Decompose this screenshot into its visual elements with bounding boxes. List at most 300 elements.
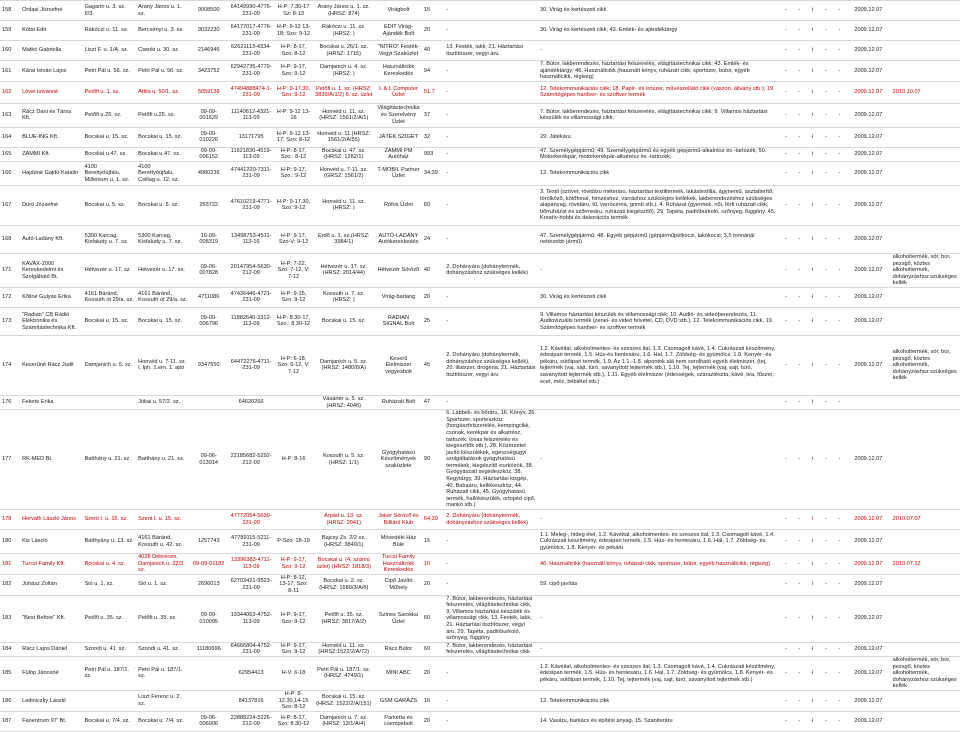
floor-area-cell: 60: [422, 595, 444, 642]
opening-hours-cell: H-P: 8-12.30,14-15 Szo: 8-12: [275, 690, 313, 711]
floor-area-cell: 20: [422, 21, 444, 41]
shop-address-cell: Honvéd u. 11. sz. (HRSZ:1522/2/A/72): [313, 642, 376, 656]
flag-5-cell: -: [833, 510, 846, 530]
shop-address-cell: Petőfi u. 1. sz. (HRSZ: 3839/A/1/2) 6. sz. üzlet: [313, 81, 376, 103]
tax-number-cell: 47772054-5630-231-09: [228, 510, 275, 530]
registration-date-cell: 2009.12.07: [846, 253, 891, 287]
tax-number-cell: 47610219-4771-231-09: [228, 185, 275, 225]
table-row: [0, 287, 960, 307]
shop-address-cell: Damjanich u. 7. sz. (HRSZ: 13/1/A/4): [313, 711, 376, 731]
table-row: [0, 554, 960, 575]
product-category-cell: -: [538, 410, 779, 510]
floor-area-cell: 51.7: [422, 81, 444, 103]
floor-area-cell: 24: [422, 225, 444, 253]
owner-name-cell: Juhász Zoltán: [20, 574, 83, 595]
registered-address-cell: Szondi u. 41. sz.: [136, 642, 190, 656]
flag-3-cell: i: [806, 161, 819, 185]
row-number-cell: 163: [0, 103, 20, 127]
table-row: [0, 711, 960, 731]
product-category-secondary-cell: -: [444, 395, 538, 409]
flag-3-cell: i: [806, 656, 819, 690]
floor-area-cell: 45: [422, 335, 444, 395]
flag-3-cell: i: [806, 595, 819, 642]
flag-2-cell: -: [792, 253, 805, 287]
extra-note-cell: [891, 161, 960, 185]
floor-area-cell: 90: [422, 410, 444, 510]
flag-5-cell: -: [833, 127, 846, 147]
flag-4-cell: -: [819, 61, 832, 82]
product-category-secondary-cell: -: [444, 307, 538, 335]
product-category-cell: 30. Virág és kertészeti cikk; 43. Emlék- és ajándéktárgy: [538, 21, 779, 41]
tax-number-cell: 62621113-4334-231-09: [228, 41, 275, 61]
registered-address-cell: Batthány u. 21. sz.: [136, 410, 190, 510]
product-category-secondary-cell: -: [444, 81, 538, 103]
shop-address-cell: Petőfi u. 35. sz. (HRSZ: 3817/A/2): [313, 595, 376, 642]
registration-number-cell: 9032230: [190, 21, 228, 41]
owner-address-cell: Petőfi u.25. sz.: [83, 103, 137, 127]
shop-address-cell: Honvéd u. 11. sz.(HRSZ: 1561/2/A/1): [313, 103, 376, 127]
shop-name-cell: Parketta és csempebolt: [375, 711, 422, 731]
row-number-cell: 171: [0, 253, 20, 287]
row-number-cell: 158: [0, 1, 20, 21]
extra-note-cell: [891, 595, 960, 642]
flag-3-cell: i: [806, 307, 819, 335]
product-category-cell: 46. Használtcikk (használt könyv, ruházati cikk, sportszer, bútor, egyéb használtcikk, régiség): [538, 554, 779, 575]
tax-number-cell: 11882640-3312-113-09: [228, 307, 275, 335]
tax-number-cell: 64149990-4776-231-09: [228, 1, 275, 21]
extra-note-cell: 2010.07.12: [891, 554, 960, 575]
opening-hours-cell: H-P: 9-15, Szo: 9-12: [275, 287, 313, 307]
flag-4-cell: -: [819, 185, 832, 225]
owner-address-cell: Bocskai u.47. sz.: [83, 147, 137, 161]
registered-address-cell: Bocskai u. 15. sz.: [136, 127, 190, 147]
opening-hours-cell: H-P: 9-17, Szo: 9-12: [275, 595, 313, 642]
registration-date-cell: 2009.12.07: [846, 711, 891, 731]
owner-name-cell: Fülöp Jánosné: [20, 656, 83, 690]
flag-1-cell: -: [779, 253, 792, 287]
opening-hours-cell: H-P: 9-12 13-17, Szo: 8-12: [275, 127, 313, 147]
flag-5-cell: -: [833, 395, 846, 409]
floor-area-cell: 993: [422, 147, 444, 161]
registered-address-cell: Liszt Ferenc u. 2. sz.: [136, 690, 190, 711]
flag-3-cell: i: [806, 103, 819, 127]
shop-address-cell: Damjanich u. 4. sz. (HRSZ: ): [313, 61, 376, 82]
flag-3-cell: i: [806, 253, 819, 287]
opening-hours-cell: H-P: 7.30-17 Sz: 8-13: [275, 1, 313, 21]
shop-address-cell: Bocskai u. 26/1. sz. (HRSZ: 1715): [313, 41, 376, 61]
extra-note-cell: [891, 711, 960, 731]
shop-address-cell: Bocskai u. 15. sz.: [313, 307, 376, 335]
flag-2-cell: -: [792, 574, 805, 595]
owner-address-cell: [83, 690, 137, 711]
shop-address-cell: Kossuth u. 5. sz. (HRSZ: 1/1): [313, 410, 376, 510]
owner-name-cell: Faoentrum 97' Bt.: [20, 711, 83, 731]
flag-2-cell: -: [792, 335, 805, 395]
registration-number-cell: 9008500: [190, 1, 228, 21]
owner-name-cell: Hajdúné Gajdó Katalin: [20, 161, 83, 185]
product-category-secondary-cell: -: [444, 287, 538, 307]
flag-1-cell: -: [779, 21, 792, 41]
flag-1-cell: -: [779, 642, 792, 656]
product-category-secondary-cell: 7. Bútor, lakberendezés, háztartási felszerelés, világítástechnikai cikk, 9. Villamos háztartási készülék és villamossági cikk, 13. Festék, lakk, 21. Háztartási tisztítószer, vegyi áru, 29. Tapéta, padlóburkoló, szőnyeg, függöny: [444, 595, 538, 642]
table-row: [0, 81, 960, 103]
flag-2-cell: -: [792, 287, 805, 307]
row-number-cell: 178: [0, 510, 20, 530]
flag-4-cell: -: [819, 642, 832, 656]
shop-address-cell: Bocskai u. 2. sz. (HRSZ: 1680/3/A/6): [313, 574, 376, 595]
opening-hours-cell: [275, 395, 313, 409]
flag-2-cell: -: [792, 21, 805, 41]
flag-1-cell: -: [779, 103, 792, 127]
shop-name-cell: Cipő Javító Műhely: [375, 574, 422, 595]
owner-name-cell: RK-MED Bt.: [20, 410, 83, 510]
flag-3-cell: i: [806, 410, 819, 510]
product-category-cell: [538, 395, 779, 409]
shop-address-cell: Hétvezér u. 17. sz. (HRSZ: 2014/44): [313, 253, 376, 287]
table-row: [0, 642, 960, 656]
opening-hours-cell: H-P: 9-17.30, Szo: 9-12: [275, 185, 313, 225]
table-row: [0, 103, 960, 127]
registered-address-cell: Bocskai u. 15. sz.: [136, 307, 190, 335]
registered-address-cell: Attila u. 50/1. sz.: [136, 81, 190, 103]
flag-3-cell: i: [806, 711, 819, 731]
row-number-cell: 180: [0, 530, 20, 554]
tax-number-cell: 64177017-4776-231-09: [228, 21, 275, 41]
registration-date-cell: 2009.12.07: [846, 656, 891, 690]
opening-hours-cell: H-P: 9-12 13-16: [275, 103, 313, 127]
flag-3-cell: i: [806, 395, 819, 409]
shop-address-cell: Bocskai u. (4. számú üzlet) (HRSZ: 1818/3): [313, 554, 376, 575]
tax-number-cell: 47436446-4721-231-09: [228, 287, 275, 307]
flag-4-cell: -: [819, 554, 832, 575]
floor-area-cell: 25: [422, 307, 444, 335]
extra-note-cell: [891, 530, 960, 554]
flag-1-cell: -: [779, 307, 792, 335]
flag-3-cell: i: [806, 225, 819, 253]
registration-date-cell: [846, 395, 891, 409]
owner-address-cell: 5300 Karcag, Kisfaludy u. 7. sz.: [83, 225, 137, 253]
flag-1-cell: -: [779, 1, 792, 21]
owner-name-cell: Autó-Ladány Kft.: [20, 225, 83, 253]
flag-1-cell: -: [779, 127, 792, 147]
shop-name-cell: Rácz Bútor: [375, 642, 422, 656]
owner-address-cell: Petri Pál u. 187/1. sz.: [83, 656, 137, 690]
flag-5-cell: -: [833, 690, 846, 711]
tax-number-cell: 62703421-9523-231-09: [228, 574, 275, 595]
tax-number-cell: 64472276-4711-231-09: [228, 335, 275, 395]
table-row: [0, 161, 960, 185]
floor-area-cell: 32: [422, 127, 444, 147]
flag-1-cell: -: [779, 656, 792, 690]
flag-4-cell: -: [819, 690, 832, 711]
table-row: [0, 395, 960, 409]
flag-1-cell: -: [779, 335, 792, 395]
shop-name-cell: MINI ABC: [375, 656, 422, 690]
owner-address-cell: Bocskai u. 15. sz.: [83, 307, 137, 335]
table-row: [0, 127, 960, 147]
shop-address-cell: Damjanich u. 5. sz. (HRSZ: 1480/8/A): [313, 335, 376, 395]
flag-4-cell: -: [819, 147, 832, 161]
floor-area-cell: 15: [422, 530, 444, 554]
flag-4-cell: -: [819, 21, 832, 41]
shop-name-cell: Világítástechnika és Szerelvény Üzlet: [375, 103, 422, 127]
opening-hours-cell: H-P: 6-18, Szo: 6-12, V: 7-12: [275, 335, 313, 395]
product-category-cell: 47. Személygépjármű; 48. Egyéb gépjármű (gépjárműpótkocsi, lakókocsi; 3,5 tonnánál nehezebb jármű): [538, 225, 779, 253]
owner-name-cell: Turcsi Family Kft.: [20, 554, 83, 575]
flag-5-cell: -: [833, 147, 846, 161]
registered-address-cell: Szent I. u. 15. sz.: [136, 510, 190, 530]
table-row: [0, 61, 960, 82]
registered-address-cell: 4161 Báránd, Kossuth út 29/a. sz.: [136, 287, 190, 307]
extra-note-cell: [891, 410, 960, 510]
product-category-secondary-cell: 2. Dohányáru (dohánytermék, dohányzáshoz szükséges kellék): [444, 253, 538, 287]
row-number-cell: 185: [0, 656, 20, 690]
owner-name-cell: Horváth László János: [20, 510, 83, 530]
product-category-secondary-cell: 6. Lábbeli- és bőráru, 16. Könyv, 26. Sportszer, sporteszköz (horgászfelszerelés, kempingcikk, csónak, kerékpár és alkatrész, tartozék, lovas felszerelés és kiegészítők stb.), 28. Közérzetet javító készülékek, egészségügyi szolgáltatások gyógyhatású termékek, kiegészítő eszközök, 38. Gyógyászati segédeszköz, 38. Kegytárgy, 39. Háztartási kisgép, 40. Babaáru, kellékeszköz, 44. Ruházati cikk, 45. Gyógyhatású termék, hallókészülék, ortopéd cipő, mankó stb.): [446, 410, 536, 509]
owner-name-cell: Rácz Dani és Társa Kft.: [20, 103, 83, 127]
shop-address-cell: Honvéd u. 7-11. sz. (GRSZ: 1561/2): [313, 161, 376, 185]
flag-1-cell: -: [779, 530, 792, 554]
flag-4-cell: -: [819, 510, 832, 530]
product-category-cell: 1.2. Kávéital, alkoholmentes- és szeszes ital, 1.3. Csomagolt kávé, 1.4. Cukrászati készítmény, édesipari termék, 1.5. Hús- és hentesáru, 1.6. Hal, 1.7. Zöldség- és gyümölcs, 1.8. Kenyér- és pékáru, sütőipari termék, 1.10. Tej, tejtermék (vaj, sajt, túró, savanyított tejtermék stb.): [538, 656, 779, 690]
product-category-secondary-cell: -: [444, 1, 538, 21]
registration-date-cell: 2009.12.07: [846, 147, 891, 161]
flag-2-cell: -: [792, 554, 805, 575]
flag-4-cell: -: [819, 656, 832, 690]
owner-name-cell: Dúró Józsefné: [20, 185, 83, 225]
registered-address-cell: Bocskai u. 5. sz.: [136, 185, 190, 225]
opening-hours-cell: H-P: 8-16: [275, 410, 313, 510]
flag-5-cell: -: [833, 595, 846, 642]
floor-area-cell: 20: [422, 287, 444, 307]
shop-name-cell: EDIT Virág-Ajándék Bolt: [375, 21, 422, 41]
extra-note-cell: [891, 103, 960, 127]
tax-number-cell: 20147954-5630-212-09: [228, 253, 275, 287]
flag-2-cell: -: [792, 103, 805, 127]
flag-5-cell: -: [833, 554, 846, 575]
row-number-cell: 167: [0, 185, 20, 225]
shop-address-cell: Vásártér u. 5. sz. (HRSZ: 4046): [313, 395, 376, 409]
shop-name-cell: RADIAN SIGNAL Bolt: [375, 307, 422, 335]
flag-5-cell: -: [833, 185, 846, 225]
opening-hours-cell: H-P: 9-17, Szo: 9-12: [275, 642, 313, 656]
registration-number-cell: 1257743: [190, 530, 228, 554]
opening-hours-cell: H-P: 9-17, Szo: 9-12: [275, 61, 313, 82]
row-number-cell: 182: [0, 574, 20, 595]
opening-hours-cell: H-P: 8-12, 13-17, Szo: 8-11: [275, 574, 313, 595]
registration-number-cell: 2696013: [190, 574, 228, 595]
flag-4-cell: -: [819, 287, 832, 307]
product-category-secondary-cell: 2. Dohányáru (dohánytermék, dohányzáshoz szükséges kellék), 20. illatszer, drogéria, 21. Háztartási tisztítószer, vegyi áru: [444, 335, 538, 395]
extra-note-cell: [891, 1, 960, 21]
shop-address-cell: Bajcsy Zs. 2/2 sz.(HRSZ: 3840/1): [313, 530, 376, 554]
extra-note-cell: [891, 147, 960, 161]
owner-name-cell: BLUE-ING Kft.: [20, 127, 83, 147]
registered-address-cell: Arany János u. 1. sz.: [136, 1, 190, 21]
opening-hours-cell: H-P: 8.30-17, Szo.: 8.30-12: [275, 307, 313, 335]
registration-date-cell: 2009.12.07: [846, 307, 891, 335]
tax-number-cell: 64666804-4752-231-09: [228, 642, 275, 656]
flag-3-cell: i: [806, 530, 819, 554]
flag-4-cell: -: [819, 161, 832, 185]
extra-note-cell: alkoholtermék, sör, bor, pezsgő, köztes alkoholtermék, dohányzáshoz szükséges kellék: [891, 253, 960, 287]
registered-address-cell: Petri Pál u. 56. sz.: [136, 61, 190, 82]
registered-address-cell: Petőfi u. 35. sz.: [136, 595, 190, 642]
tax-number-cell: 13344063-4752-113-09: [228, 595, 275, 642]
flag-4-cell: -: [819, 711, 832, 731]
flag-1-cell: -: [779, 147, 792, 161]
floor-area-cell: 64,39: [422, 510, 444, 530]
row-number-cell: 161: [0, 61, 20, 82]
flag-3-cell: i: [806, 335, 819, 395]
flag-4-cell: -: [819, 127, 832, 147]
registration-date-cell: 2009.12.07: [846, 690, 891, 711]
flag-4-cell: -: [819, 595, 832, 642]
product-category-secondary-cell: 2. Dohányáru (dohánytermék, dohányzáshoz szükséges kellék): [444, 510, 538, 530]
flag-5-cell: -: [833, 1, 846, 21]
registration-date-cell: 2009.12.07: [846, 225, 891, 253]
flag-4-cell: -: [819, 335, 832, 395]
product-category-secondary-cell: -: [444, 711, 538, 731]
flag-5-cell: -: [833, 642, 846, 656]
extra-note-cell: [891, 690, 960, 711]
product-category-cell: 1.1. Meleg-, hideg étel, 1.2. Kávéital, alkoholmentes- és szeszes ital, 1.3. Csomagolt kávé, 1.4. Cukrászati készítmény, édesipari termék, 1.5. Hús- és hentesáru, 1.6. Hal, 1.7. Zöldség- és gyümölcs, 1.8. Kenyér- és pékáru: [538, 530, 779, 554]
shop-address-cell: Árpád u. 13. sz. (HRSZ: 2041): [313, 510, 376, 530]
row-number-cell: 162: [0, 81, 20, 103]
row-number-cell: 183: [0, 595, 20, 642]
registration-number-cell: 09-06-007828: [190, 253, 228, 287]
owner-address-cell: Damjanich u. 5. sz.: [83, 335, 137, 395]
floor-area-cell: 20: [422, 711, 444, 731]
registration-date-cell: 2009.12.07: [846, 410, 891, 510]
extra-note-cell: [891, 185, 960, 225]
flag-4-cell: -: [819, 41, 832, 61]
table-row: [0, 253, 960, 287]
table-row: [0, 1, 960, 21]
flag-3-cell: i: [806, 287, 819, 307]
flag-5-cell: -: [833, 287, 846, 307]
floor-area-cell: 37: [422, 103, 444, 127]
shop-name-cell: Keserű Élelmiszer vegyesbolt: [375, 335, 422, 395]
owner-address-cell: Rákóczi u. 11. sz.: [83, 21, 137, 41]
registered-address-cell: Bercsényi u. 3. sz.: [136, 21, 190, 41]
flag-1-cell: -: [779, 81, 792, 103]
shop-name-cell: Használtcikk Kereskedés: [375, 61, 422, 82]
tax-number-cell: 62942735-4779-231-09: [228, 61, 275, 82]
registration-date-cell: 2009.12.07: [846, 642, 891, 656]
product-category-cell: 12. Telekommunikációs cikk: [538, 161, 779, 185]
registration-number-cell: 09-09-010226: [190, 127, 228, 147]
row-number-cell: 172: [0, 287, 20, 307]
row-number-cell: 177: [0, 410, 20, 510]
flag-3-cell: i: [806, 185, 819, 225]
flag-5-cell: -: [833, 574, 846, 595]
owner-name-cell: Kárai István Lajos: [20, 61, 83, 82]
flag-3-cell: i: [806, 1, 819, 21]
owner-address-cell: Liszt F. u. 1/A. sz.: [83, 41, 137, 61]
extra-note-cell: [891, 127, 960, 147]
owner-address-cell: [83, 395, 137, 409]
product-category-cell: 14. Vasáru, barkács és építési anyag, 15. Szaniteráru: [538, 711, 779, 731]
registration-date-cell: 2009.12.07: [846, 81, 891, 103]
owner-address-cell: Batthyány u. 13. sz.: [83, 530, 137, 554]
extra-note-cell: [891, 642, 960, 656]
row-number-cell: 176: [0, 395, 20, 409]
flag-2-cell: -: [792, 185, 805, 225]
owner-name-cell: Kótai Edit: [20, 21, 83, 41]
row-number-cell: 160: [0, 41, 20, 61]
floor-area-cell: 60: [422, 642, 444, 656]
product-category-secondary-cell: -: [444, 103, 538, 127]
shop-address-cell: Arany János u. 1. sz. (HRSZ: 874): [313, 1, 376, 21]
product-category-secondary-cell: -: [444, 185, 538, 225]
product-category-cell: 7. Bútor, lakberendezés, háztartási felszerelés, világítástechnikai cikk; 43. Emlék- és ajándéktárgy; 46. Használtcikk (használt könyv, ruházati cikk, sportszer, bútor, egyéb használtcikk, régiség): [538, 61, 779, 82]
product-category-secondary-cell: -: [444, 61, 538, 82]
registration-date-cell: 2009.12.07: [846, 530, 891, 554]
table-row: [0, 510, 960, 530]
flag-1-cell: -: [779, 510, 792, 530]
flag-2-cell: -: [792, 656, 805, 690]
tax-number-cell: 13396383-4711-113-09: [228, 554, 275, 575]
extra-note-cell: [891, 225, 960, 253]
registration-date-cell: 2009.12.07: [846, 103, 891, 127]
flag-5-cell: -: [833, 41, 846, 61]
shop-name-cell: Turcsi Family Használtcikk Kereskedés: [375, 554, 422, 575]
flag-2-cell: -: [792, 530, 805, 554]
flag-4-cell: -: [819, 81, 832, 103]
table-row: [0, 41, 960, 61]
owner-name-cell: Lediniczky László: [20, 690, 83, 711]
row-number-cell: 187: [0, 711, 20, 731]
flag-1-cell: -: [779, 185, 792, 225]
product-category-secondary-cell: -: [444, 690, 538, 711]
registration-number-cell: 09-09-010095: [190, 595, 228, 642]
owner-address-cell: Szent I. u. 15. sz.: [83, 510, 137, 530]
flag-5-cell: -: [833, 21, 846, 41]
shop-name-cell: L & L Computer Üzlet: [375, 81, 422, 103]
opening-hours-cell: [275, 510, 313, 530]
opening-hours-cell: H-P: 9-17.30, Szo: 9-12: [275, 81, 313, 103]
flag-2-cell: -: [792, 642, 805, 656]
registration-date-cell: 2009.12.07: [846, 127, 891, 147]
product-category-secondary-cell: -: [444, 127, 538, 147]
registered-address-cell: Bocskai u.47. sz.: [136, 147, 190, 161]
flag-1-cell: -: [779, 690, 792, 711]
floor-area-cell: 40: [422, 41, 444, 61]
owner-address-cell: Petri Pál u. 56. sz.: [83, 61, 137, 82]
registration-date-cell: 2009.12.07: [846, 1, 891, 21]
shop-address-cell: Bocskai u. 15. sz. (HRSZ: 1522/2/A/151): [313, 690, 376, 711]
extra-note-cell: [891, 21, 960, 41]
registered-address-cell: Bocskai u. 7/4. sz.: [136, 711, 190, 731]
owner-name-cell: KAVAX-2000 Kereskedelmi és Szolgáltató Bt.: [20, 253, 83, 287]
extra-note-cell: alkoholtermék, sör, bor, pezsgő, köztes alkoholtermék, dohányzáshoz szükséges kellék: [891, 656, 960, 690]
floor-area-cell: 34,39: [422, 161, 444, 185]
registration-number-cell: 5059138: [190, 81, 228, 103]
owner-address-cell: Bocskai u. 5. sz.: [83, 185, 137, 225]
flag-2-cell: -: [792, 395, 805, 409]
opening-hours-cell: H-P: 9-12 13-18; Szo: 9-12: [275, 21, 313, 41]
row-number-cell: 174: [0, 335, 20, 395]
flag-2-cell: -: [792, 595, 805, 642]
table-row: [0, 690, 960, 711]
flag-4-cell: -: [819, 307, 832, 335]
shop-name-cell: GSM GARÁZS: [375, 690, 422, 711]
registered-address-cell: Jókai u. 57/2. sz.: [136, 395, 190, 409]
flag-4-cell: -: [819, 253, 832, 287]
row-number-cell: 165: [0, 147, 20, 161]
product-category-cell: 59. cipő javítás: [538, 574, 779, 595]
